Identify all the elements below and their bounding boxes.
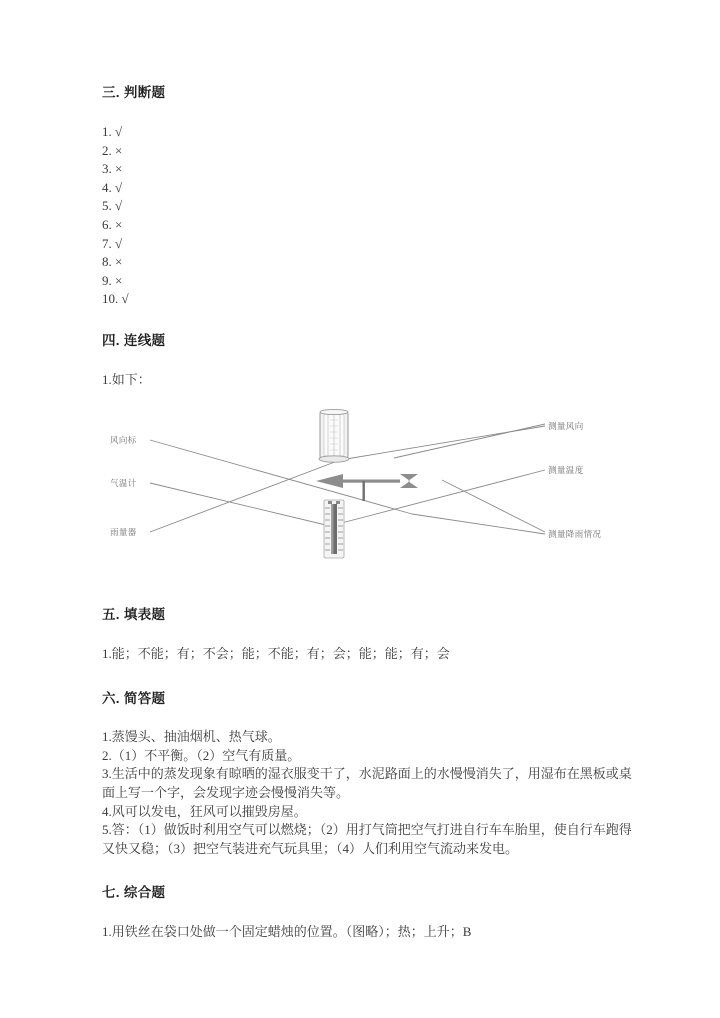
list-item: 6. × — [102, 216, 123, 232]
section-heading-6: 六. 简答题 — [102, 691, 166, 707]
short-answer-item-2: 2.（1）不平衡。（2）空气有质量。 — [102, 747, 301, 763]
connector-line-4 — [394, 424, 545, 458]
diagram-left-label-rain-gauge: 雨量器 — [110, 526, 137, 537]
diagram-left-label-wind-vane: 风向标 — [110, 434, 137, 445]
section-heading-3: 三. 判断题 — [102, 85, 166, 100]
connector-line-1b — [412, 514, 545, 534]
connector-line-1a — [150, 440, 412, 514]
list-item: 9. × — [102, 272, 123, 288]
matching-intro-text: 1.如下： — [102, 371, 151, 387]
comprehensive-answer: 1.用铁丝在袋口处做一个固定蜡烛的位置。（图略）；热；上升；B — [102, 924, 472, 940]
diagram-right-label-measure-rainfall: 测量降雨情况 — [548, 528, 602, 539]
section-heading-7: 七. 综合题 — [102, 885, 166, 901]
short-answer-item-3: 3.生活中的蒸发现象有晾晒的湿衣服变干了，水泥路面上的水慢慢消失了，用湿布在黑板或桌面上写一个字，会发现字迹会慢慢消失等。 — [102, 766, 632, 800]
diagram-right-label-measure-temperature: 测量温度 — [548, 464, 584, 475]
wind-vane-icon — [316, 474, 418, 501]
diagram-right-label-measure-wind-direction: 测量风向 — [548, 420, 584, 431]
thermometer-icon — [324, 500, 344, 558]
list-item: 2. × — [102, 142, 123, 158]
short-answer-list — [102, 728, 632, 858]
true-false-answer-list — [102, 123, 632, 309]
page-content — [102, 84, 632, 942]
short-answer-item-5: 5.答：（1）做饭时利用空气可以燃烧；（2）用打气筒把空气打进自行车车胎里，使自行车跑得又快又稳；（3）把空气装进充气玩具里；（4）人们利用空气流动来发电。 — [102, 822, 632, 856]
list-item: 7. √ — [102, 235, 123, 251]
section-heading-5: 五. 填表题 — [102, 606, 166, 622]
diagram-left-label-thermometer: 气温计 — [110, 477, 137, 488]
connector-line-5 — [442, 480, 545, 532]
short-answer-item-4: 4.风可以发电，狂风可以摧毁房屋。 — [102, 803, 307, 819]
matching-diagram-svg — [102, 408, 632, 578]
list-item: 3. × — [102, 161, 123, 177]
short-answer-item-1: 1.蒸馒头、抽油烟机、热气球。 — [102, 729, 281, 745]
list-item: 4. √ — [102, 179, 123, 195]
list-item: 10. √ — [102, 291, 129, 307]
matching-diagram — [102, 408, 632, 578]
connector-line-2a — [150, 483, 330, 526]
fill-table-answer: 1.能；不能；有；不会；能；不能；有；会；能；能；有；会 — [102, 645, 450, 661]
list-item: 5. √ — [102, 198, 123, 214]
list-item: 8. × — [102, 254, 123, 270]
list-item: 1. √ — [102, 124, 123, 139]
rain-gauge-icon — [319, 409, 349, 462]
section-heading-4: 四. 连线题 — [102, 332, 166, 348]
